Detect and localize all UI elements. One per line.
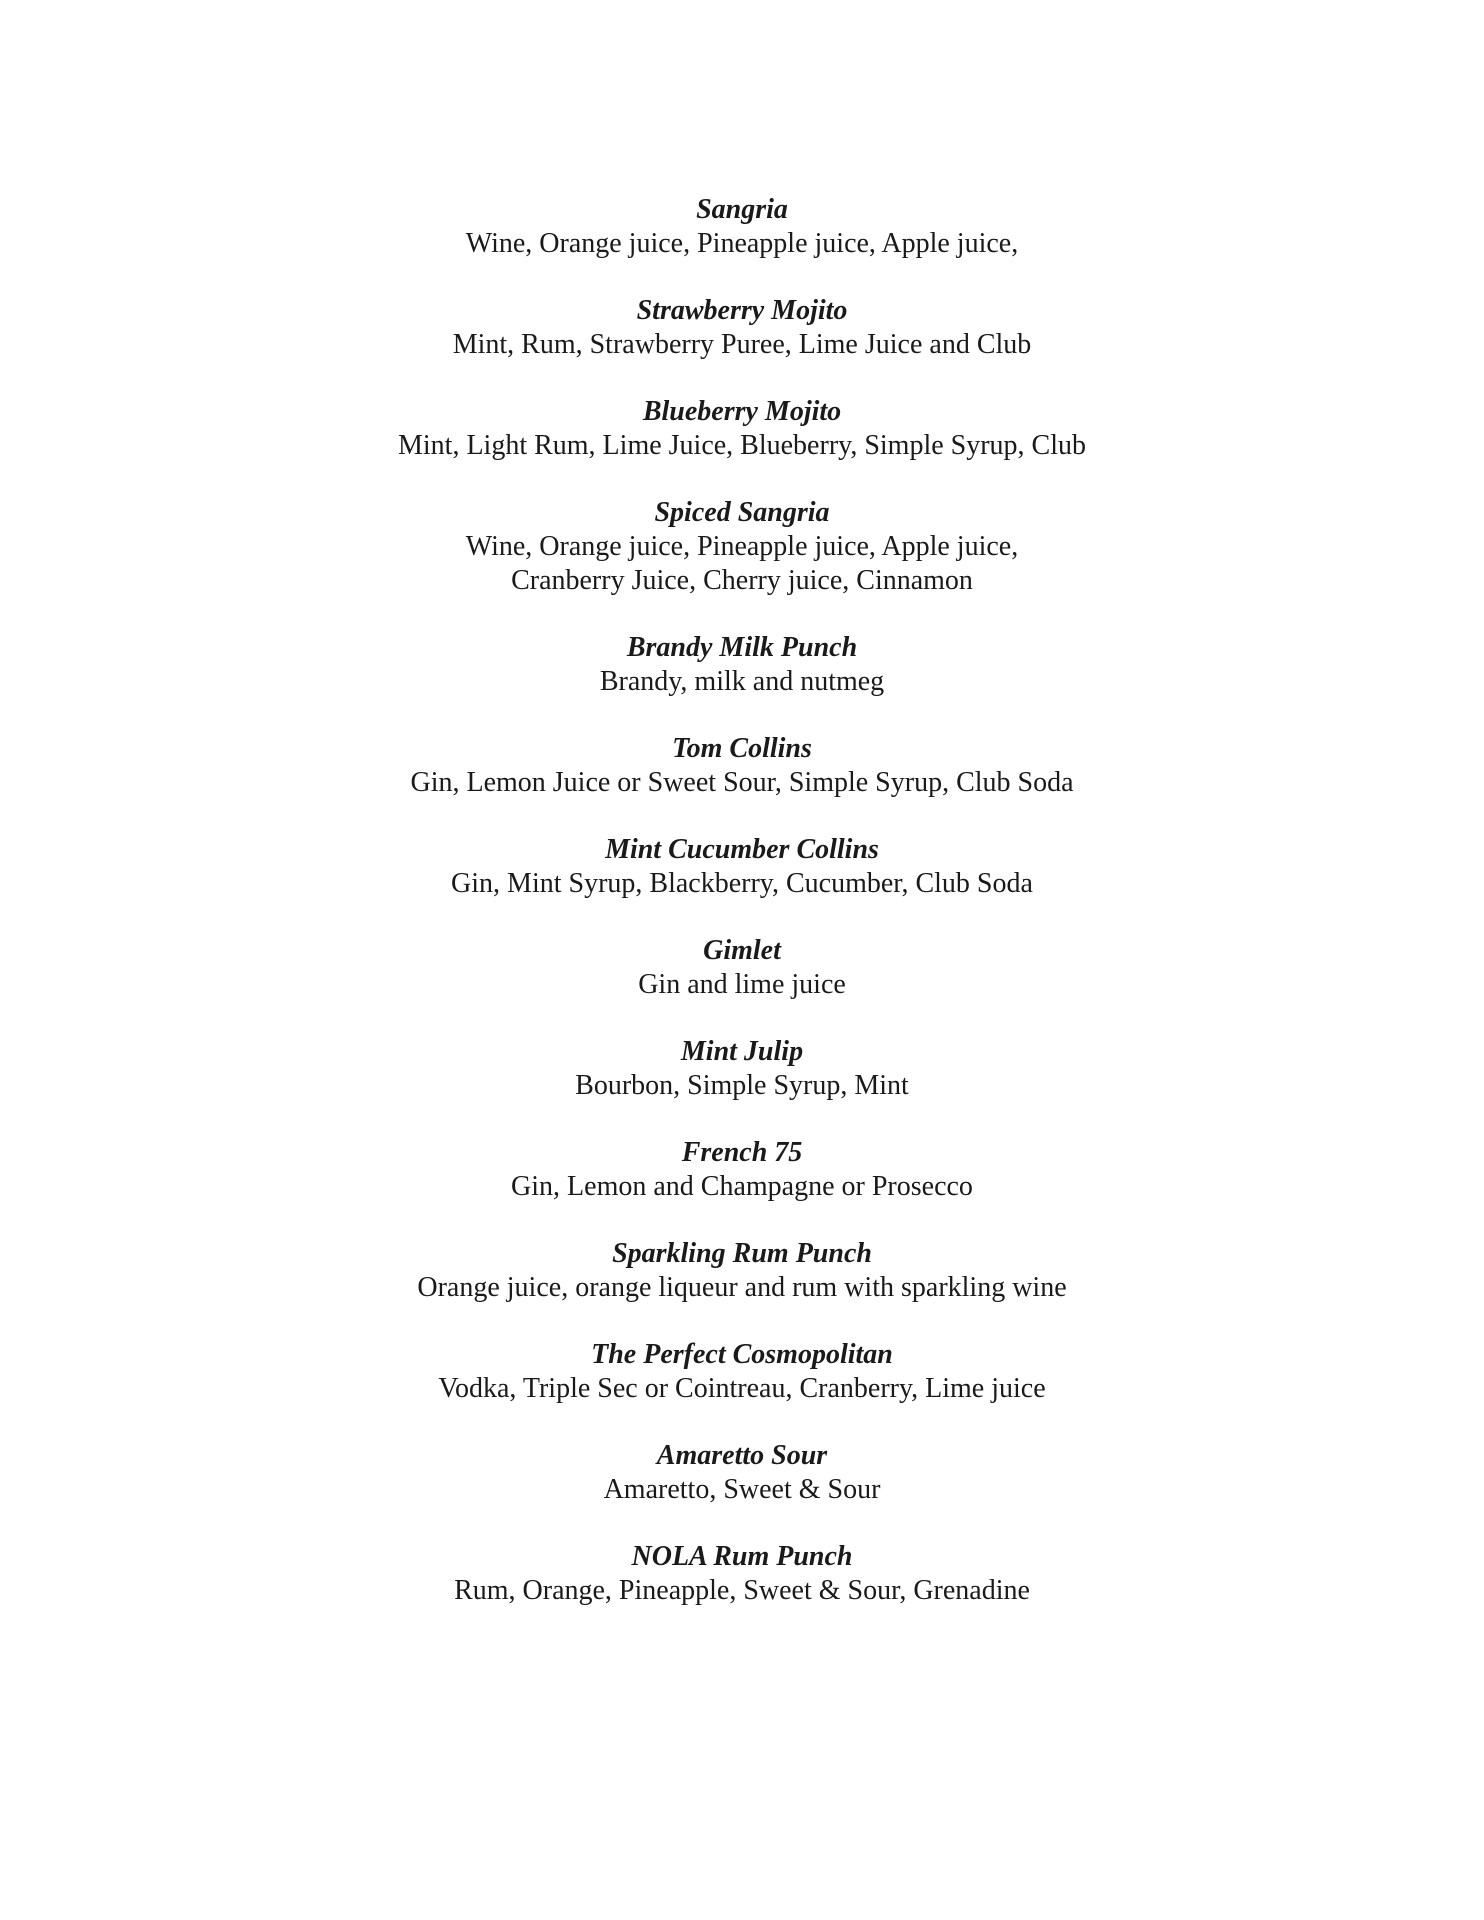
menu-item bbox=[0, 732, 1484, 800]
drink-ingredients: Cranberry Juice, Cherry juice, Cinnamon bbox=[511, 565, 973, 596]
drink-name: Spiced Sangria bbox=[654, 497, 830, 528]
menu-item bbox=[0, 1439, 1484, 1507]
drink-ingredients: Gin, Lemon Juice or Sweet Sour, Simple Syrup, Club Soda bbox=[410, 767, 1074, 798]
drink-ingredients: Mint, Light Rum, Lime Juice, Blueberry, Simple Syrup, Club bbox=[397, 430, 1087, 461]
drink-ingredients: Bourbon, Simple Syrup, Mint bbox=[575, 1070, 909, 1101]
drink-name: Sangria bbox=[696, 194, 788, 225]
menu-item bbox=[0, 934, 1484, 1002]
drink-name: Mint Julip bbox=[680, 1036, 804, 1067]
drink-ingredients: Gin, Mint Syrup, Blackberry, Cucumber, Club Soda bbox=[451, 868, 1033, 899]
menu-item bbox=[0, 1338, 1484, 1406]
menu-item bbox=[0, 1035, 1484, 1103]
drink-ingredients: Brandy, milk and nutmeg bbox=[599, 666, 885, 697]
menu-item bbox=[0, 1540, 1484, 1608]
drink-ingredients: Amaretto, Sweet & Sour bbox=[603, 1474, 881, 1505]
menu-item bbox=[0, 1136, 1484, 1204]
menu-item bbox=[0, 193, 1484, 261]
menu-item bbox=[0, 294, 1484, 362]
cocktail-menu bbox=[0, 193, 1484, 1641]
drink-name: Blueberry Mojito bbox=[642, 396, 842, 427]
drink-ingredients: Gin, Lemon and Champagne or Prosecco bbox=[511, 1171, 973, 1202]
drink-name: Brandy Milk Punch bbox=[626, 632, 858, 663]
drink-ingredients: Orange juice, orange liqueur and rum with sparkling wine bbox=[417, 1272, 1067, 1303]
drink-name: The Perfect Cosmopolitan bbox=[591, 1339, 893, 1370]
drink-name: Gimlet bbox=[703, 935, 781, 966]
drink-name: French 75 bbox=[681, 1137, 803, 1168]
menu-item bbox=[0, 395, 1484, 463]
menu-item bbox=[0, 631, 1484, 699]
menu-item bbox=[0, 1237, 1484, 1305]
drink-name: Mint Cucumber Collins bbox=[605, 834, 879, 865]
drink-ingredients: Wine, Orange juice, Pineapple juice, Apple juice, bbox=[465, 531, 1019, 562]
drink-name: NOLA Rum Punch bbox=[631, 1541, 853, 1572]
drink-name: Amaretto Sour bbox=[656, 1440, 828, 1471]
drink-ingredients: Wine, Orange juice, Pineapple juice, Apple juice, bbox=[465, 228, 1019, 259]
drink-ingredients: Rum, Orange, Pineapple, Sweet & Sour, Grenadine bbox=[454, 1575, 1030, 1606]
drink-ingredients: Mint, Rum, Strawberry Puree, Lime Juice and Club bbox=[452, 329, 1032, 360]
drink-ingredients: Vodka, Triple Sec or Cointreau, Cranberry, Lime juice bbox=[438, 1373, 1046, 1404]
drink-name: Strawberry Mojito bbox=[636, 295, 848, 326]
menu-item bbox=[0, 833, 1484, 901]
menu-item bbox=[0, 496, 1484, 598]
drink-name: Tom Collins bbox=[672, 733, 812, 764]
drink-ingredients: Gin and lime juice bbox=[638, 969, 846, 1000]
drink-name: Sparkling Rum Punch bbox=[612, 1238, 872, 1269]
